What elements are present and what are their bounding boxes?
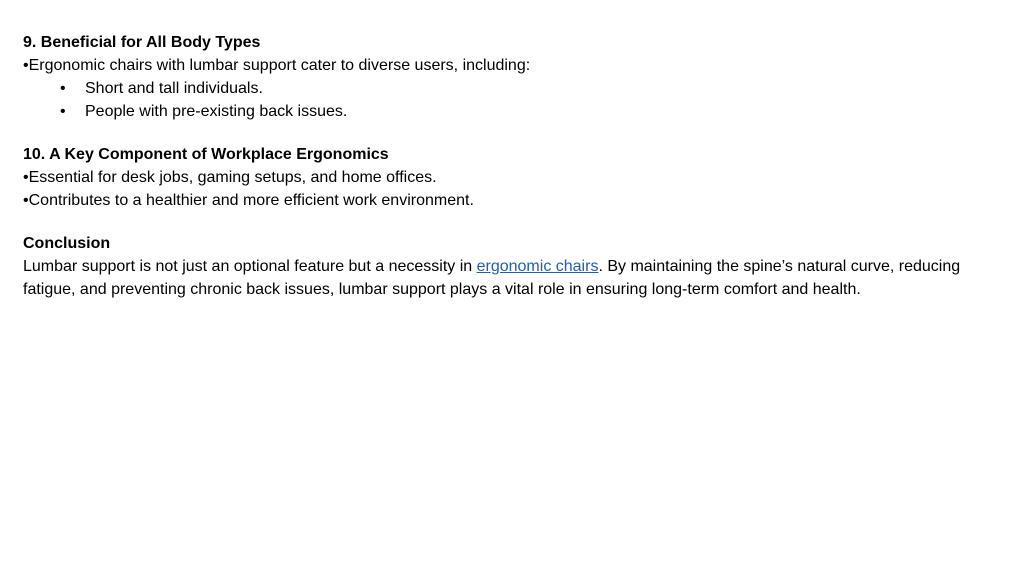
bullet-item — [23, 166, 998, 189]
sub-bullet-item — [23, 100, 998, 123]
conclusion-paragraph — [23, 255, 998, 301]
bullet-item — [23, 189, 998, 212]
bullet-icon: • — [23, 169, 29, 186]
sub-bullet-text: People with pre-existing back issues. — [85, 103, 348, 120]
bullet-item — [23, 54, 998, 77]
sub-bullet-list — [23, 77, 998, 123]
conclusion-text-before-link: Lumbar support is not just an optional feature but a necessity in — [23, 258, 477, 275]
section-heading: 10. A Key Component of Workplace Ergonomics — [23, 146, 389, 163]
section-conclusion — [23, 232, 998, 301]
bullet-text: Ergonomic chairs with lumbar support cater to diverse users, including: — [28, 57, 531, 74]
conclusion-text-after-link: . By maintaining the spine’s natural curve, reducing fatigue, and preventing chronic back issues, lumbar support plays a vital role in ensuring long-term comfort and health. — [23, 258, 961, 298]
section-workplace-ergonomics — [23, 143, 998, 212]
slide-content — [23, 31, 998, 321]
conclusion-heading: Conclusion — [23, 235, 111, 252]
sub-bullet-item — [23, 77, 998, 100]
sub-bullet-text: Short and tall individuals. — [85, 80, 263, 97]
bullet-text: Essential for desk jobs, gaming setups, and home offices. — [28, 169, 437, 186]
bullet-text: Contributes to a healthier and more efficient work environment. — [28, 192, 474, 209]
bullet-icon: • — [60, 103, 66, 120]
section-heading: 9. Beneficial for All Body Types — [23, 34, 261, 51]
ergonomic-chairs-link[interactable]: ergonomic chairs — [476, 258, 599, 275]
bullet-icon: • — [23, 57, 29, 74]
section-body-types — [23, 31, 998, 123]
bullet-icon: • — [23, 192, 29, 209]
bullet-icon: • — [60, 80, 66, 97]
